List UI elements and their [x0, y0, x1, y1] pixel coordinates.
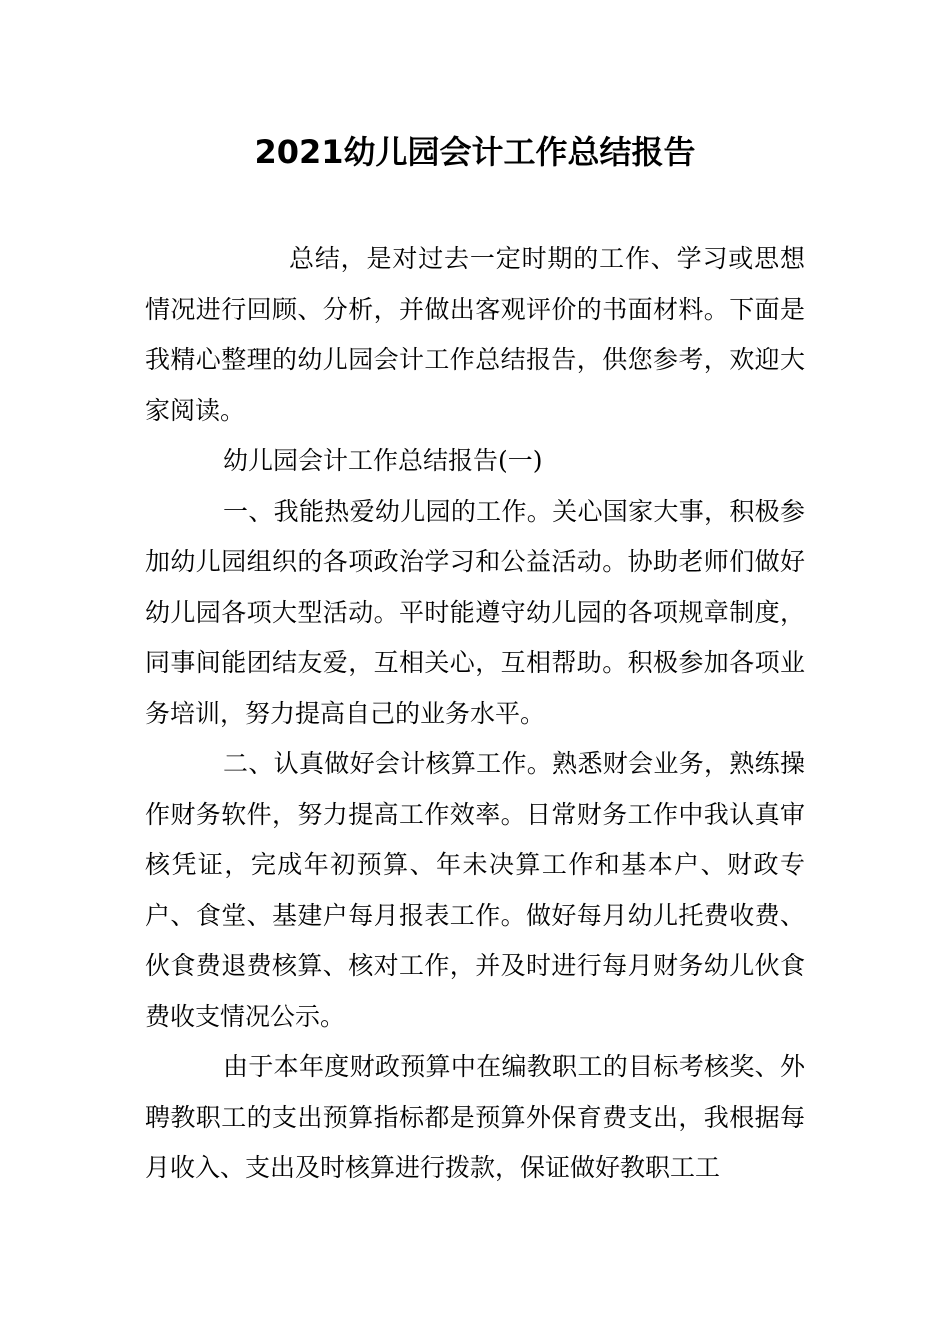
paragraph-two: 二、认真做好会计核算工作。熟悉财会业务，熟练操作财务软件，努力提高工作效率。日常财务工作中我认真审核凭证，完成年初预算、年未决算工作和基本户、财政专户、食堂、基建户每月报表工作。做好每月幼儿托费收费、伙食费退费核算、核对工作，并及时进行每月财务幼儿伙食费收支情况公示。	[145, 749, 805, 1031]
paragraph-one: 一、我能热爱幼儿园的工作。关心国家大事，积极参加幼儿园组织的各项政治学习和公益活动。协助老师们做好幼儿园各项大型活动。平时能遵守幼儿园的各项规章制度，同事间能团结友爱，互相关心，互相帮助。积极参加各项业务培训，努力提高自己的业务水平。	[145, 496, 805, 728]
section-heading: 幼儿园会计工作总结报告(一)	[223, 446, 543, 475]
document-title: 2021幼儿园会计工作总结报告	[254, 133, 696, 171]
intro-paragraph: 总结，是对过去一定时期的工作、学习或思想情况进行回顾、分析，并做出客观评价的书面材料。下面是我精心整理的幼儿园会计工作总结报告，供您参考，欢迎大家阅读。	[145, 244, 805, 425]
paragraph-three: 由于本年度财政预算中在编教职工的目标考核奖、外聘教职工的支出预算指标都是预算外保育费支出，我根据每月收入、支出及时核算进行拨款，保证做好教职工工	[145, 1052, 805, 1182]
document-body	[145, 234, 805, 1194]
